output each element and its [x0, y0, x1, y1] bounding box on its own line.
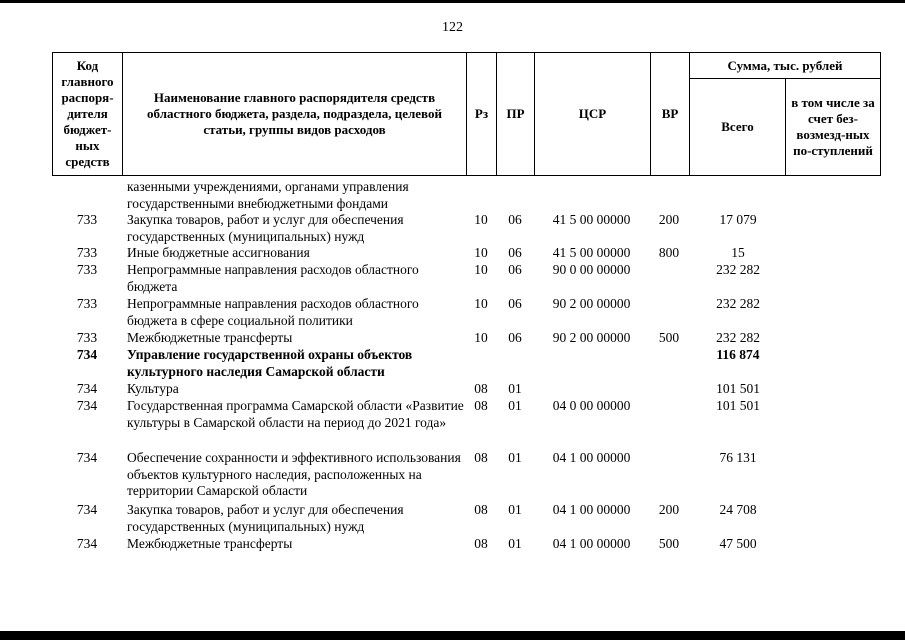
row-rz: 10 — [474, 262, 488, 277]
row-total: 47 500 — [719, 536, 757, 551]
row-name: Управление государственной охраны объектов культурного наследия Самарской области — [127, 347, 413, 379]
row-total: 76 131 — [719, 450, 757, 465]
row-total: 232 282 — [716, 262, 760, 277]
row-code: 733 — [76, 245, 98, 260]
row-pr: 06 — [508, 262, 522, 277]
header-pr-cell — [496, 52, 535, 176]
row-pr: 06 — [508, 330, 522, 345]
row-pr: 01 — [508, 536, 522, 551]
row-total: 232 282 — [716, 330, 760, 345]
row-code: 734 — [76, 347, 98, 362]
row-code: 734 — [76, 381, 98, 396]
row-rz: 08 — [474, 536, 488, 551]
row-pr: 06 — [508, 296, 522, 311]
row-total: 15 — [731, 245, 745, 260]
row-name: Закупка товаров, работ и услуг для обеспечения государственных (муниципальных) нужд — [127, 502, 404, 534]
bottom-edge-bar — [0, 631, 905, 640]
header-code-cell — [52, 52, 123, 176]
row-code: 734 — [76, 536, 98, 551]
row-code: 733 — [76, 330, 98, 345]
row-csr: 04 1 00 00000 — [552, 450, 631, 465]
header-csr: ЦСР — [578, 106, 607, 121]
row-name: Обеспечение сохранности и эффективного использования объектов культурного наследия, расположенных на территории Самарской области — [127, 450, 461, 498]
row-csr: 41 5 00 00000 — [552, 212, 631, 227]
header-incl: в том числе за счет без-возмезд-ных по-ступлений — [791, 95, 875, 158]
row-name: Межбюджетные трансферты — [127, 330, 293, 345]
row-rz: 08 — [474, 381, 488, 396]
row-pr: 01 — [508, 381, 522, 396]
row-total: 24 708 — [719, 502, 757, 517]
row-name: Непрограммные направления расходов областного бюджета — [127, 262, 419, 294]
row-csr: 04 1 00 00000 — [552, 502, 631, 517]
header-code: Код главного распоря-дителя бюджет-ных средств — [61, 58, 114, 169]
row-name: Непрограммные направления расходов областного бюджета в сфере социальной политики — [127, 296, 419, 328]
row-vr: 200 — [658, 212, 680, 227]
row-csr: 90 0 00 00000 — [552, 262, 631, 277]
header-sum: Сумма, тыс. рублей — [727, 57, 843, 73]
row-code: 734 — [76, 398, 98, 413]
row-total: 101 501 — [716, 398, 760, 413]
row-code: 733 — [76, 296, 98, 311]
top-edge-bar — [0, 0, 905, 3]
row-rz: 10 — [474, 212, 488, 227]
page-number: 122 — [442, 20, 463, 35]
header-sum-cell — [689, 52, 881, 79]
header-name-cell — [122, 52, 467, 176]
row-code: 734 — [76, 450, 98, 465]
row-rz: 08 — [474, 502, 488, 517]
row-pr: 01 — [508, 398, 522, 413]
header-vr-cell — [650, 52, 690, 176]
row-rz: 08 — [474, 398, 488, 413]
row-rz: 10 — [474, 330, 488, 345]
row-vr: 500 — [658, 330, 680, 345]
row-total: 116 874 — [716, 347, 760, 362]
row-pr: 06 — [508, 212, 522, 227]
row-name: Межбюджетные трансферты — [127, 536, 293, 551]
row-name: Иные бюджетные ассигнования — [127, 245, 310, 260]
header-incl-cell — [785, 78, 881, 176]
row-csr: 41 5 00 00000 — [552, 245, 631, 260]
row-vr: 200 — [658, 502, 680, 517]
row-code: 734 — [76, 502, 98, 517]
row-total: 17 079 — [719, 212, 757, 227]
row-code: 733 — [76, 212, 98, 227]
row-total: 232 282 — [716, 296, 760, 311]
header-name: Наименование главного распорядителя средств областного бюджета, раздела, подраздела, целевой статьи, группы видов расходов — [147, 90, 442, 137]
header-rz-cell — [466, 52, 497, 176]
row-rz: 10 — [474, 245, 488, 260]
row-rz: 08 — [474, 450, 488, 465]
header-csr-cell — [534, 52, 651, 176]
row-pr: 01 — [508, 450, 522, 465]
row-name: Закупка товаров, работ и услуг для обеспечения государственных (муниципальных) нужд — [127, 212, 404, 244]
row-vr: 500 — [658, 536, 680, 551]
row-code: 733 — [76, 262, 98, 277]
header-rz: Рз — [474, 106, 489, 121]
row-rz: 10 — [474, 296, 488, 311]
row-name: казенными учреждениями, органами управления государственными внебюджетными фондами — [127, 179, 409, 211]
row-csr: 04 0 00 00000 — [552, 398, 631, 413]
row-pr: 01 — [508, 502, 522, 517]
row-total: 101 501 — [716, 381, 760, 396]
header-vr: ВР — [661, 106, 679, 121]
header-total-cell — [689, 78, 786, 176]
row-name: Государственная программа Самарской области «Развитие культуры в Самарской области на период до 2021 года» — [127, 398, 464, 430]
row-vr: 800 — [658, 245, 680, 260]
row-csr: 04 1 00 00000 — [552, 536, 631, 551]
header-total: Всего — [721, 119, 754, 134]
header-pr: ПР — [506, 106, 525, 121]
row-csr: 90 2 00 00000 — [552, 330, 631, 345]
row-pr: 06 — [508, 245, 522, 260]
row-name: Культура — [127, 381, 179, 396]
row-csr: 90 2 00 00000 — [552, 296, 631, 311]
